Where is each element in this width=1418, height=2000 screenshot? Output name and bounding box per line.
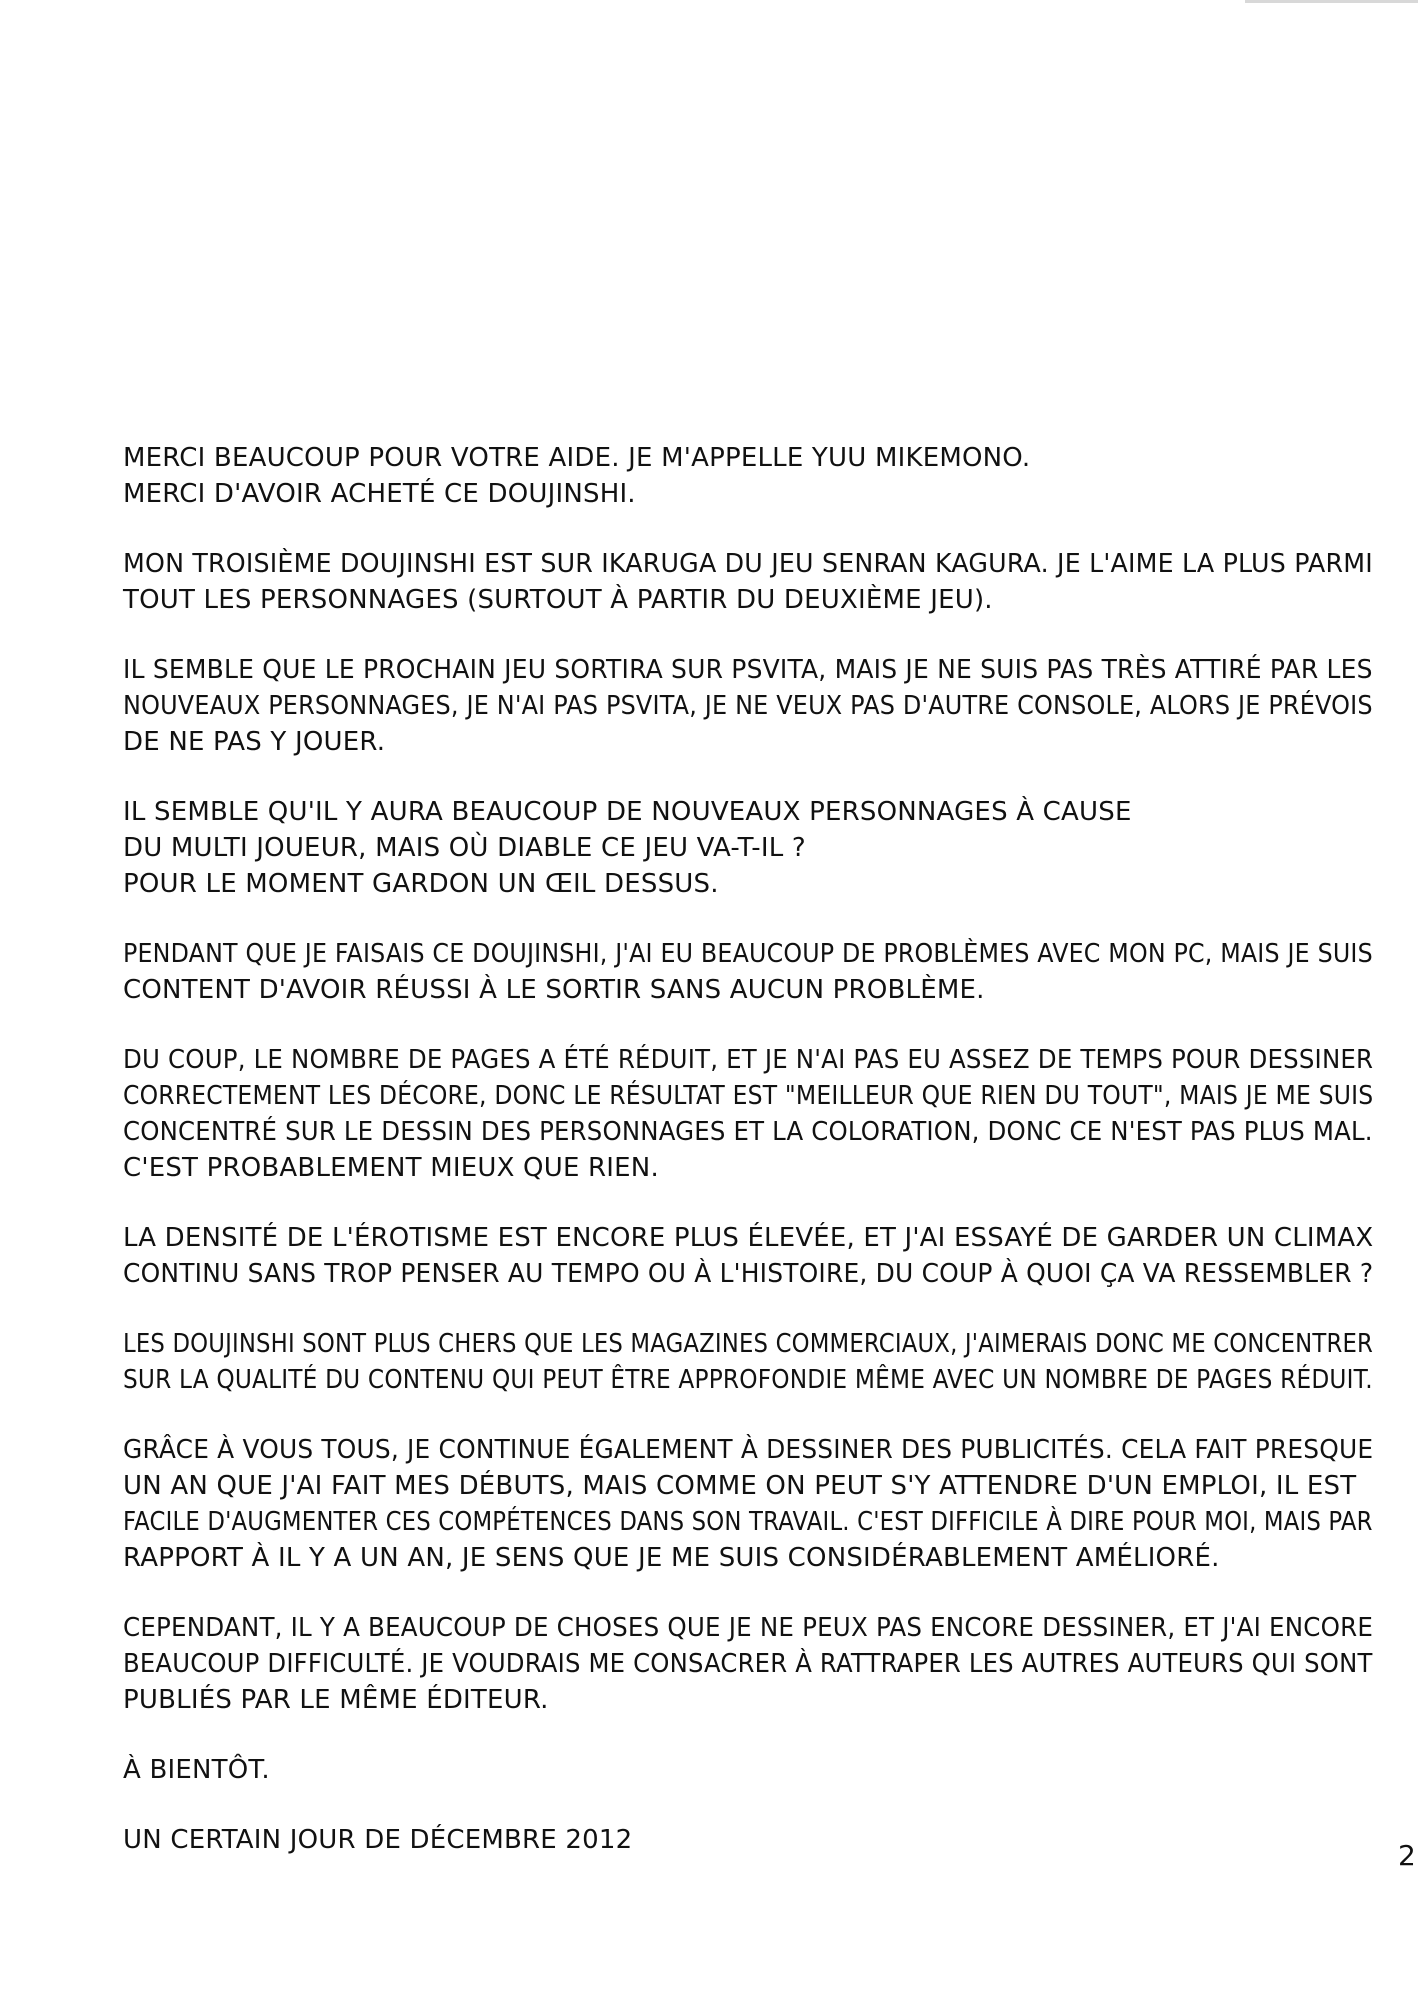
text-line: IL SEMBLE QUE LE PROCHAIN JEU SORTIRA SUR PSVITA, MAIS JE NE SUIS PAS TRÈS ATTIRÉ PAR LES (123, 655, 1373, 685)
text-line: LA DENSITÉ DE L'ÉROTISME EST ENCORE PLUS ÉLEVÉE, ET J'AI ESSAYÉ DE GARDER UN CLIMAX (123, 1223, 1374, 1253)
text-line: PUBLIÉS PAR LE MÊME ÉDITEUR. (123, 1685, 549, 1715)
paragraph (123, 1610, 1373, 1718)
text-line: MERCI D'AVOIR ACHETÉ CE DOUJINSHI. (123, 479, 636, 509)
page-number: 2 (1398, 1839, 1416, 1872)
paragraph (123, 1326, 1373, 1398)
text-line: NOUVEAUX PERSONNAGES, JE N'AI PAS PSVITA, JE NE VEUX PAS D'AUTRE CONSOLE, ALORS JE PRÉVOIS (123, 691, 1373, 721)
text-line: CONCENTRÉ SUR LE DESSIN DES PERSONNAGES ET LA COLORATION, DONC CE N'EST PAS PLUS MAL. (123, 1117, 1373, 1147)
paragraph (123, 1822, 1373, 1858)
text-line: DU MULTI JOUEUR, MAIS OÙ DIABLE CE JEU VA-T-IL ? (123, 833, 806, 863)
text-line: MERCI BEAUCOUP POUR VOTRE AIDE. JE M'APPELLE YUU MIKEMONO. (123, 443, 1031, 473)
text-line: RAPPORT À IL Y A UN AN, JE SENS QUE JE ME SUIS CONSIDÉRABLEMENT AMÉLIORÉ. (123, 1543, 1220, 1573)
text-line: LES DOUJINSHI SONT PLUS CHERS QUE LES MAGAZINES COMMERCIAUX, J'AIMERAIS DONC ME CONCENTRER (123, 1329, 1373, 1359)
text-line: PENDANT QUE JE FAISAIS CE DOUJINSHI, J'AI EU BEAUCOUP DE PROBLÈMES AVEC MON PC, MAIS JE SUIS (123, 939, 1373, 969)
paragraph (123, 1220, 1373, 1292)
text-line: TOUT LES PERSONNAGES (SURTOUT À PARTIR DU DEUXIÈME JEU). (123, 585, 993, 615)
paragraph (123, 794, 1373, 902)
text-line: FACILE D'AUGMENTER CES COMPÉTENCES DANS SON TRAVAIL. C'EST DIFFICILE À DIRE POUR MOI, MAIS PAR (123, 1507, 1373, 1537)
text-line: IL SEMBLE QU'IL Y AURA BEAUCOUP DE NOUVEAUX PERSONNAGES À CAUSE (123, 797, 1132, 827)
text-line: GRÂCE À VOUS TOUS, JE CONTINUE ÉGALEMENT À DESSINER DES PUBLICITÉS. CELA FAIT PRESQUE (123, 1435, 1374, 1465)
text-line: POUR LE MOMENT GARDON UN ŒIL DESSUS. (123, 869, 719, 899)
text-line: C'EST PROBABLEMENT MIEUX QUE RIEN. (123, 1153, 659, 1183)
scan-edge-mark (1245, 0, 1418, 3)
paragraph (123, 440, 1373, 512)
paragraph (123, 1752, 1373, 1788)
text-line: CONTENT D'AVOIR RÉUSSI À LE SORTIR SANS AUCUN PROBLÈME. (123, 975, 985, 1005)
text-line: CEPENDANT, IL Y A BEAUCOUP DE CHOSES QUE JE NE PEUX PAS ENCORE DESSINER, ET J'AI ENCORE (123, 1613, 1374, 1643)
paragraph (123, 652, 1373, 760)
text-line: CONTINU SANS TROP PENSER AU TEMPO OU À L'HISTOIRE, DU COUP À QUOI ÇA VA RESSEMBLER ? (123, 1259, 1374, 1289)
text-line: SUR LA QUALITÉ DU CONTENU QUI PEUT ÊTRE APPROFONDIE MÊME AVEC UN NOMBRE DE PAGES RÉDUIT. (123, 1365, 1373, 1395)
text-line: À BIENTÔT. (123, 1755, 270, 1785)
paragraph (123, 1432, 1373, 1576)
text-line: DE NE PAS Y JOUER. (123, 727, 386, 757)
paragraph (123, 936, 1373, 1008)
text-line: BEAUCOUP DIFFICULTÉ. JE VOUDRAIS ME CONSACRER À RATTRAPER LES AUTRES AUTEURS QUI SONT (123, 1649, 1373, 1679)
text-line: MON TROISIÈME DOUJINSHI EST SUR IKARUGA DU JEU SENRAN KAGURA. JE L'AIME LA PLUS PARMI (123, 549, 1373, 579)
text-line: UN AN QUE J'AI FAIT MES DÉBUTS, MAIS COMME ON PEUT S'Y ATTENDRE D'UN EMPLOI, IL EST (123, 1471, 1357, 1501)
paragraph (123, 546, 1373, 618)
afterword-text (123, 440, 1373, 1892)
text-line: CORRECTEMENT LES DÉCORE, DONC LE RÉSULTAT EST "MEILLEUR QUE RIEN DU TOUT", MAIS JE ME SUIS (123, 1081, 1374, 1111)
text-line: DU COUP, LE NOMBRE DE PAGES A ÉTÉ RÉDUIT, ET JE N'AI PAS EU ASSEZ DE TEMPS POUR DESSINER (123, 1045, 1374, 1075)
paragraph (123, 1042, 1373, 1186)
text-line: UN CERTAIN JOUR DE DÉCEMBRE 2012 (123, 1825, 633, 1855)
